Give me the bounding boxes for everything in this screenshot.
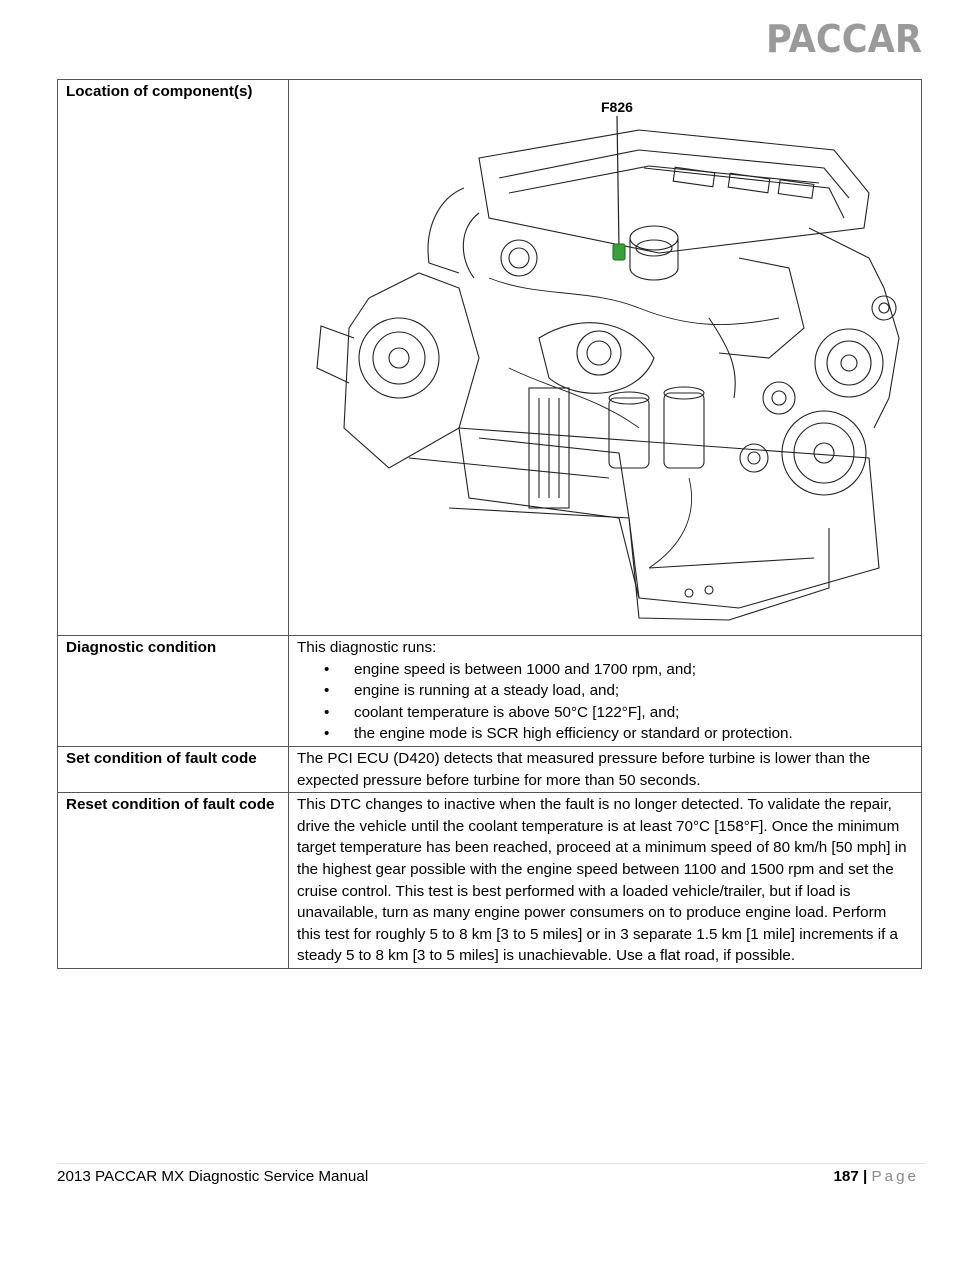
table-row bbox=[58, 636, 922, 747]
set-condition-text: The PCI ECU (D420) detects that measured pressure before turbine is lower than the expected pressure before turbine for more than 50 seconds. bbox=[289, 746, 922, 792]
page-word: Page bbox=[871, 1168, 919, 1185]
engine-illustration bbox=[309, 98, 909, 623]
svg-text:PACCAR: PACCAR bbox=[766, 20, 922, 56]
row-label-diagnostic-condition: Diagnostic condition bbox=[58, 636, 289, 747]
row-label-location: Location of component(s) bbox=[58, 80, 289, 636]
list-item: • engine is running at a steady load, and; bbox=[297, 680, 913, 702]
page-number: 187 bbox=[833, 1168, 859, 1185]
diagnostic-table bbox=[57, 79, 922, 969]
reset-condition-text: This DTC changes to inactive when the fault is no longer detected. To validate the repair, drive the vehicle until the coolant temperature is at least 70°C [158°F]. Once the minimum target temperature has been reached, proceed at a minimum speed of 80 km/h [50 mph] in the highest gear possible with the engine speed between 1100 and 1500 rpm and set the cruise control. This test is best performed with a loaded vehicle/trailer, but if load is unavailable, turn as many engine power consumers on to produce engine load. Perform this test for roughly 5 to 8 km [3 to 5 miles] or in 3 separate 1.5 km [1 mile] increments if a steady 5 to 8 km [3 to 5 miles] is unachievable. Use a flat road, if possible. bbox=[289, 793, 922, 969]
condition-list bbox=[297, 659, 913, 745]
page-footer bbox=[833, 1168, 919, 1185]
table-row bbox=[58, 746, 922, 792]
footer-divider bbox=[57, 1163, 925, 1164]
component-location-cell bbox=[289, 80, 922, 636]
callout-label: F826 bbox=[601, 99, 633, 115]
list-item: • the engine mode is SCR high efficiency or standard or protection. bbox=[297, 723, 913, 745]
list-item: • engine speed is between 1000 and 1700 rpm, and; bbox=[297, 659, 913, 681]
diagnostic-intro: This diagnostic runs: bbox=[297, 639, 437, 656]
footer-title: 2013 PACCAR MX Diagnostic Service Manual bbox=[57, 1168, 369, 1185]
table-row bbox=[58, 80, 922, 636]
row-label-reset-condition: Reset condition of fault code bbox=[58, 793, 289, 969]
page-separator: | bbox=[863, 1168, 868, 1185]
row-label-set-condition: Set condition of fault code bbox=[58, 746, 289, 792]
table-row bbox=[58, 793, 922, 969]
paccar-logo bbox=[766, 20, 924, 56]
diagnostic-condition-cell bbox=[289, 636, 922, 747]
list-item: • coolant temperature is above 50°C [122°F], and; bbox=[297, 702, 913, 724]
